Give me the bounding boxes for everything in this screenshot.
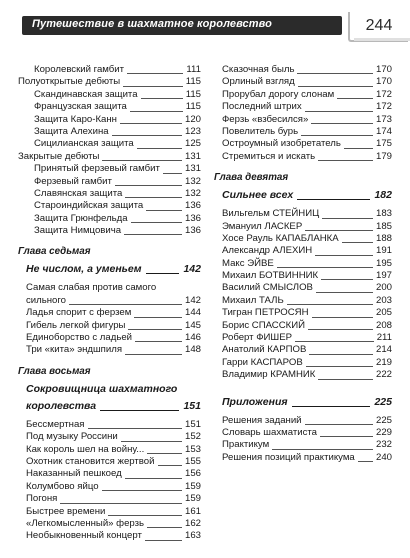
toc-entry[interactable] [18,101,201,113]
toc-entry-title: Колумбово яйцо [26,480,99,492]
toc-entry-page: 131 [184,150,201,162]
toc-entry-page: 111 [186,63,201,75]
toc-list-chapter9 [214,208,392,381]
leader-line [141,98,183,99]
toc-entry-title: Макс ЭЙВЕ [222,257,274,269]
leader-line [272,449,373,450]
toc-entry-page: 183 [375,208,392,220]
toc-entry[interactable] [18,89,201,101]
toc-entry[interactable] [18,176,201,188]
appendix-heading[interactable] [214,396,392,409]
chapter-page: 142 [183,263,201,276]
leader-line [163,173,182,174]
leader-line [125,197,182,198]
chapter-heading-text: Не числом, а уменьем [26,263,142,276]
toc-entry-page: 151 [184,418,201,430]
toc-entry[interactable] [214,221,392,233]
leader-line [147,527,182,528]
toc-entry-title: Защита Грюнфельда [34,212,128,224]
leader-line [311,123,373,124]
toc-entry-title: Защита Каро-Канн [34,113,117,125]
toc-entry[interactable] [18,138,201,150]
leader-line [128,329,182,330]
toc-entry[interactable] [18,126,201,138]
toc-entry-page: 222 [375,369,392,381]
toc-entry-title: Роберт ФИШЕР [222,332,292,344]
leader-line [131,222,182,223]
chapter-heading-text: королевства [26,399,97,412]
chapter-label: Глава восьмая [18,365,91,377]
toc-entry-page: 131 [184,163,201,175]
toc-list-stories [214,64,392,163]
toc-entry-title: Наказанный пешкоед [26,468,122,480]
leader-line [358,461,373,462]
toc-entry-title: Повелитель бурь [222,125,299,137]
toc-entry-page: 188 [375,232,392,244]
toc-entry-page: 205 [375,307,392,319]
toc-entry-title: Орлиный взгляд [222,76,295,88]
toc-entry[interactable] [214,452,392,464]
toc-entry-page: 208 [375,319,392,331]
leader-line [321,279,373,280]
toc-entry-page: 170 [375,63,392,75]
toc-entry-title: Охотник становится жертвой [26,455,155,467]
toc-entry-page: 153 [184,443,201,455]
toc-entry-page: 159 [184,493,201,505]
leader-line [125,354,182,355]
toc-entry-title: Ладья спорит с ферзем [26,307,132,319]
toc-right-column [214,64,392,464]
toc-entry-title: Принятый ферзевый гамбит [34,163,160,175]
leader-line [124,234,182,235]
leader-line [120,123,182,124]
toc-entry[interactable] [214,138,392,150]
toc-entry[interactable] [214,208,392,220]
toc-entry[interactable] [18,200,201,212]
toc-entry-title: Василий СМЫСЛОВ [222,282,313,294]
toc-entry-title: Гибель легкой фигуры [26,319,126,331]
leader-line [123,86,183,87]
toc-entry[interactable] [18,506,201,518]
toc-entry-page: 174 [375,125,392,137]
leader-line [146,210,182,211]
toc-entry-title: Необыкновенный концерт [26,530,142,542]
toc-entry-page: 115 [185,88,201,100]
toc-entry-page: 161 [184,505,201,517]
toc-entry-page: 175 [375,138,392,150]
leader-line [305,230,373,231]
chapter-heading-text: Сильнее всех [222,189,294,202]
toc-entry[interactable] [18,114,201,126]
toc-entry[interactable] [214,427,392,439]
leader-line [295,341,374,342]
toc-entry-title: Тигран ПЕТРОСЯН [222,307,309,319]
toc-entry-page: 146 [184,332,201,344]
page-header [0,12,410,48]
toc-entry-page: 123 [184,125,201,137]
leader-line [69,304,182,305]
toc-entry[interactable] [18,431,201,443]
toc-entry-page: 155 [184,455,201,467]
toc-entry-page: 152 [184,431,201,443]
toc-entry[interactable] [18,163,201,175]
leader-line [102,160,182,161]
toc-entry[interactable] [214,89,392,101]
toc-entry-title: Стремиться и искать [222,150,316,162]
leader-line [115,185,182,186]
leader-line [127,73,183,74]
toc-entry-title: Гарри КАСПАРОВ [222,356,303,368]
leader-line [100,410,179,411]
toc-entry[interactable] [18,76,201,88]
toc-entry-page: 229 [375,426,392,438]
toc-entry-page: 136 [184,225,201,237]
toc-entry-title: Последний штрих [222,101,302,113]
toc-entry[interactable] [18,481,201,493]
toc-entry[interactable] [18,530,201,542]
toc-entry-title: Решения заданий [222,414,302,426]
toc-entry[interactable] [214,151,392,163]
toc-entry-title: Борис СПАССКИЙ [222,319,306,331]
leader-line [315,255,373,256]
toc-entry[interactable] [18,518,201,530]
toc-entry-page: 148 [184,344,201,356]
toc-entry-page: 159 [184,480,201,492]
toc-entry-title: Сицилианская защита [34,138,134,150]
toc-entry[interactable] [18,320,201,332]
toc-left-column [18,64,201,543]
toc-entry-title: Полуоткрытые дебюты [18,76,121,88]
toc-entry-page: 132 [184,187,201,199]
toc-entry-page: 136 [184,200,201,212]
leader-line [158,465,182,466]
toc-entry-title: Погоня [26,493,58,505]
toc-entry[interactable] [18,64,201,76]
toc-entry[interactable] [214,320,392,332]
toc-entry-title: Решения позиций практикума [222,451,355,463]
leader-line [130,111,183,112]
toc-entry-page: 162 [184,517,201,529]
leader-line [297,199,370,200]
leader-line [108,515,182,516]
toc-entry-title: Эмануил ЛАСКЕР [222,220,303,232]
toc-entry-title: Как король шел на войну... [26,443,145,455]
toc-entry-title: Остроумный изобретатель [222,138,341,150]
toc-entry[interactable] [18,419,201,431]
toc-entry[interactable] [18,307,201,319]
toc-entry[interactable] [18,282,201,294]
leader-line [344,148,373,149]
toc-entry-title: Михаил ТАЛЬ [222,294,284,306]
toc-entry-title: Три «кита» эндшпиля [26,344,123,356]
toc-entry-page: 136 [184,212,201,224]
toc-entry[interactable] [214,357,392,369]
toc-entry-page: 115 [185,101,201,113]
toc-entry[interactable] [214,233,392,245]
toc-entry-page: 156 [184,468,201,480]
leader-line [320,436,373,437]
toc-entry[interactable] [18,444,201,456]
toc-entry-title: Михаил БОТВИННИК [222,270,319,282]
toc-entry-page: 203 [375,294,392,306]
leader-line [305,424,373,425]
toc-entry-page: 219 [375,356,392,368]
toc-entry-page: 197 [375,270,392,282]
toc-entry-title: Хосе Рауль КАПАБЛАНКА [222,232,339,244]
toc-entry-page: 214 [375,344,392,356]
toc-entry-title: Быстрее времени [26,505,106,517]
leader-line [316,292,373,293]
toc-entry[interactable] [214,126,392,138]
toc-entry-title: Бессмертная [26,418,85,430]
toc-entry-page: 172 [375,88,392,100]
leader-line [298,86,373,87]
toc-entry-title: Ферзевый гамбит [34,175,112,187]
toc-list-openings [18,64,201,237]
toc-entry-title: Анатолий КАРПОВ [222,344,307,356]
toc-entry[interactable] [18,344,201,356]
leader-line [318,379,373,380]
toc-entry[interactable] [214,282,392,294]
toc-entry[interactable] [214,76,392,88]
leader-line [309,354,373,355]
toc-entry[interactable] [214,439,392,451]
toc-entry-title: Самая слабая против самого [26,282,157,294]
appendix-heading-text: Приложения [222,395,288,408]
chapter-heading[interactable] [18,400,201,413]
toc-entry-title: Королевский гамбит [34,63,125,75]
toc-entry-page: 145 [184,319,201,331]
running-title: Путешествие в шахматное королевство [32,18,272,30]
toc-entry-page: 170 [375,76,392,88]
leader-line [322,218,373,219]
leader-line [102,490,182,491]
toc-entry[interactable] [18,493,201,505]
leader-line [337,98,373,99]
leader-line [60,503,182,504]
leader-line [297,73,373,74]
toc-list-appendix [214,415,392,465]
toc-entry-page: 200 [375,282,392,294]
toc-entry-title: Скандинавская защита [34,88,138,100]
chapter-heading-line: Сокровищница шахматного [26,382,178,395]
toc-entry-page: 195 [375,257,392,269]
leader-line [121,441,182,442]
toc-entry-title: Закрытые дебюты [18,150,100,162]
toc-entry-page: 173 [375,113,392,125]
toc-entry[interactable] [214,245,392,257]
leader-line [137,148,182,149]
toc-entry-page: 142 [184,294,201,306]
toc-entry[interactable] [214,415,392,427]
leader-line [308,329,373,330]
toc-entry-page: 132 [184,175,201,187]
toc-entry-title: сильного [26,294,67,306]
toc-entry[interactable] [18,468,201,480]
leader-line [312,317,373,318]
leader-line [135,341,182,342]
leader-line [146,273,180,274]
leader-line [318,160,373,161]
toc-entry-title: Под музыку Россини [26,431,118,443]
leader-line [305,111,373,112]
toc-entry-title: Защита Алехина [34,125,109,137]
leader-line [147,453,182,454]
toc-entry-page: 232 [375,439,392,451]
toc-entry-page: 172 [375,101,392,113]
toc-entry[interactable] [214,270,392,282]
toc-entry-title: «Легкомысленный» ферзь [26,517,145,529]
toc-entry-page: 225 [375,414,392,426]
toc-entry-title: Александр АЛЕХИН [222,245,313,257]
toc-entry-title: Практикум [222,439,270,451]
toc-entry-page: 185 [375,220,392,232]
leader-line [88,428,182,429]
toc-entry-page: 163 [184,530,201,542]
toc-entry[interactable] [18,332,201,344]
leader-line [292,406,371,407]
chapter-label: Глава седьмая [18,246,91,258]
toc-entry-title: Сказочная быль [222,63,295,75]
toc-entry[interactable] [18,188,201,200]
toc-entry-title: Ферзь «взбесился» [222,113,309,125]
toc-entry-title: Славянская защита [34,187,123,199]
chapter-heading[interactable] [214,189,392,202]
appendix-page: 225 [374,395,392,408]
leader-line [112,135,182,136]
page-number: 244 [348,12,408,42]
toc-entry-title: Защита Нимцовича [34,225,122,237]
toc-entry[interactable] [18,456,201,468]
toc-list-chapter7 [18,282,201,356]
toc-entry[interactable] [214,64,392,76]
leader-line [287,304,373,305]
toc-entry[interactable] [18,151,201,163]
toc-entry-title: Прорубал дорогу слонам [222,88,335,100]
toc-entry-page: 240 [375,451,392,463]
toc-entry[interactable] [214,295,392,307]
toc-entry[interactable] [18,295,201,307]
toc-entry[interactable] [214,344,392,356]
toc-list-chapter8 [18,419,201,543]
chapter-label: Глава девятая [214,172,289,184]
toc-entry-title: Французская защита [34,101,127,113]
toc-entry-title: Словарь шахматиста [222,426,318,438]
toc-entry-title: Староиндийская защита [34,200,144,212]
toc-entry-page: 179 [375,150,392,162]
chapter-page: 151 [183,399,201,412]
toc-entry-page: 211 [376,332,392,344]
chapter-page: 182 [374,189,392,202]
chapter-heading[interactable] [18,263,201,276]
toc-entry[interactable] [18,225,201,237]
leader-line [277,267,373,268]
leader-line [134,317,182,318]
toc-entry[interactable] [214,369,392,381]
toc-entry-page: 120 [184,113,201,125]
toc-entry[interactable] [214,332,392,344]
toc-entry[interactable] [214,101,392,113]
leader-line [301,135,373,136]
toc-entry[interactable] [214,307,392,319]
toc-entry-title: Владимир КРАМНИК [222,369,316,381]
toc-entry-page: 115 [185,76,201,88]
toc-entry[interactable] [214,114,392,126]
leader-line [125,478,182,479]
toc-entry[interactable] [214,258,392,270]
toc-entry-page: 191 [375,245,392,257]
leader-line [145,540,182,541]
toc-entry-page: 144 [184,307,201,319]
toc-entry-page: 125 [184,138,201,150]
toc-entry-title: Единоборство с ладьей [26,332,133,344]
leader-line [306,366,373,367]
leader-line [342,242,373,243]
toc-entry-title: Вильгельм СТЕЙНИЦ [222,208,320,220]
toc-entry[interactable] [18,213,201,225]
